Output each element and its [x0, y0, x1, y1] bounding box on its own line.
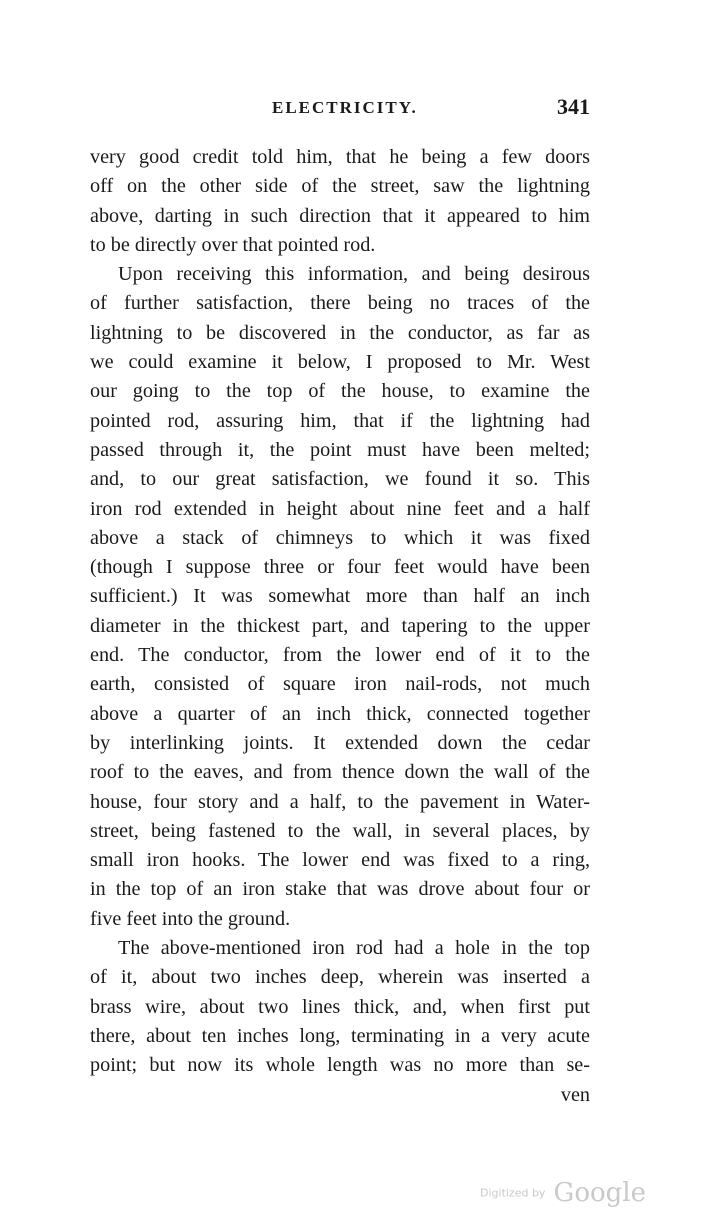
text-line: above a stack of chimneys to which it was fixed: [90, 526, 590, 549]
text-line: there, about ten inches long, terminating in a very acute: [90, 1024, 590, 1047]
text-line: diameter in the thickest part, and tapering to the upper: [90, 614, 590, 637]
text-line: house, four story and a half, to the pavement in Water-: [90, 790, 590, 813]
text-line: and, to our great satisfaction, we found it so. This: [90, 468, 590, 491]
text-line: by interlinking joints. It extended down the cedar: [90, 731, 590, 754]
text-line: lightning to be discovered in the conductor, as far as: [90, 321, 590, 344]
text-line: brass wire, about two lines thick, and, when first put: [90, 995, 590, 1018]
text-line: The above-mentioned iron rod had a hole in the top: [118, 937, 590, 960]
page-number: 341: [557, 94, 590, 119]
text-line: end. The conductor, from the lower end of it to the: [90, 644, 590, 667]
text-line: sufficient.) It was somewhat more than half an inch: [90, 585, 590, 608]
watermark-prefix: Digitized by: [480, 1186, 546, 1200]
google-logo: Google: [553, 1178, 646, 1208]
text-line: pointed rod, assuring him, that if the lightning had: [90, 409, 590, 432]
text-line: earth, consisted of square iron nail-rods, not much: [90, 673, 590, 696]
text-line: to be directly over that pointed rod.: [90, 233, 376, 256]
text-line: above, darting in such direction that it appeared to him: [90, 204, 590, 227]
text-line: very good credit told him, that he being a few doors: [90, 146, 590, 168]
body-text: [90, 143, 590, 1110]
text-line: street, being fastened to the wall, in several places, by: [90, 819, 590, 842]
text-line: we could examine it below, I proposed to Mr. West: [90, 351, 590, 374]
text-line: in the top of an iron stake that was drove about four or: [90, 878, 590, 901]
text-line: five feet into the ground.: [90, 907, 291, 930]
text-line: roof to the eaves, and from thence down the wall of the: [90, 761, 590, 784]
text-line: of further satisfaction, there being no traces of the: [90, 292, 590, 315]
text-line: off on the other side of the street, saw the lightning: [90, 175, 590, 198]
text-line: small iron hooks. The lower end was fixed to a ring,: [90, 849, 590, 872]
text-line: above a quarter of an inch thick, connected together: [90, 702, 590, 725]
page-header: [90, 94, 590, 128]
text-line: (though I suppose three or four feet would have been: [90, 556, 590, 579]
text-line: point; but now its whole length was no more than se-: [90, 1054, 590, 1077]
text-line: of it, about two inches deep, wherein was inserted a: [90, 966, 590, 989]
running-head: ELECTRICITY.: [272, 98, 418, 117]
text-line: passed through it, the point must have been melted;: [90, 438, 590, 461]
text-line: iron rod extended in height about nine feet and a half: [90, 497, 590, 520]
text-line: our going to the top of the house, to examine the: [90, 380, 590, 403]
catchword: ven: [560, 1083, 590, 1106]
text-line: Upon receiving this information, and being desirous: [118, 263, 590, 286]
